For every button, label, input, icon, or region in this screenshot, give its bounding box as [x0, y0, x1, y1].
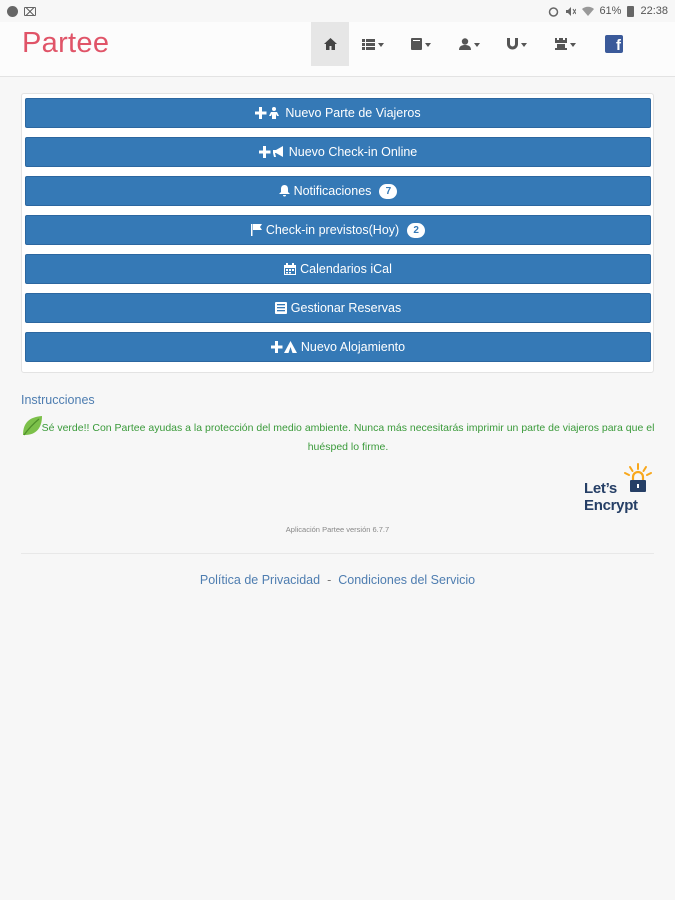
instructions-title[interactable]: Instrucciones	[21, 393, 95, 407]
home-icon	[324, 38, 337, 50]
expected-checkins-count-badge: 2	[407, 223, 425, 238]
navbar	[0, 22, 675, 77]
actions-panel	[21, 93, 654, 373]
nav-list-dropdown[interactable]	[349, 22, 397, 66]
flag-icon	[251, 224, 262, 236]
chevron-down-icon	[378, 43, 384, 47]
list-icon	[362, 39, 375, 50]
letsencrypt-logo	[584, 462, 656, 516]
list-alt-icon	[275, 302, 287, 314]
mail-icon	[24, 7, 36, 16]
button-label: Nuevo Check-in Online	[288, 145, 418, 159]
brand-logo[interactable]: Partee	[22, 27, 110, 59]
wifi-icon	[582, 6, 593, 17]
nav-menu	[311, 22, 639, 66]
button-label: Calendarios iCal	[300, 262, 392, 276]
plus-bullhorn-icon	[259, 146, 285, 158]
status-bar	[0, 0, 675, 22]
calendar-icon	[284, 263, 296, 275]
nav-tower-dropdown[interactable]	[541, 22, 589, 66]
app-version: Aplicación Partee versión 6.7.7	[285, 525, 390, 534]
chevron-down-icon	[425, 43, 431, 47]
plus-tent-icon	[271, 341, 297, 353]
ical-calendars-button[interactable]	[25, 254, 651, 284]
mute-icon	[565, 6, 576, 17]
notifications-count-badge: 7	[379, 184, 397, 199]
new-traveler-report-button[interactable]	[25, 98, 651, 128]
magnet-icon	[507, 38, 518, 50]
clock: 22:38	[640, 5, 668, 17]
footer	[0, 573, 675, 587]
battery-icon	[627, 6, 634, 17]
manage-reservations-button[interactable]	[25, 293, 651, 323]
letsencrypt-text	[584, 480, 638, 514]
terms-of-service-link[interactable]: Condiciones del Servicio	[338, 573, 476, 587]
eco-message: Sé verde!! Con Partee ayudas a la protección del medio ambiente. Nunca más necesitarás imprimir un parte de viajeros para que el huésped lo firme.	[41, 422, 655, 453]
nav-book-dropdown[interactable]	[397, 22, 445, 66]
nav-user-dropdown[interactable]	[445, 22, 493, 66]
facebook-icon: f	[605, 35, 623, 53]
bell-icon	[279, 185, 290, 197]
plus-user-icon	[255, 107, 281, 119]
chevron-down-icon	[570, 43, 576, 47]
letsencrypt-line2: Encrypt	[584, 497, 638, 514]
alarm-icon	[548, 6, 559, 17]
book-icon	[411, 38, 422, 50]
new-online-checkin-button[interactable]	[25, 137, 651, 167]
new-accommodation-button[interactable]	[25, 332, 651, 362]
nav-magnet-dropdown[interactable]	[493, 22, 541, 66]
button-label: Check-in previstos(Hoy)	[265, 223, 400, 237]
button-label: Nuevo Parte de Viajeros	[285, 106, 421, 120]
letsencrypt-line1: Let’s	[584, 480, 617, 497]
notifications-button[interactable]	[25, 176, 651, 206]
expected-checkins-button[interactable]	[25, 215, 651, 245]
user-icon	[459, 38, 471, 50]
button-label: Notificaciones	[293, 184, 372, 198]
chevron-down-icon	[474, 43, 480, 47]
nav-home[interactable]	[311, 22, 349, 66]
divider	[21, 553, 654, 554]
battery-percent: 61%	[599, 5, 622, 17]
footer-separator: -	[327, 573, 332, 587]
nav-facebook[interactable]	[589, 22, 639, 66]
sync-icon	[7, 6, 18, 17]
tower-icon	[555, 38, 567, 50]
chevron-down-icon	[521, 43, 527, 47]
button-label: Gestionar Reservas	[290, 301, 402, 315]
privacy-policy-link[interactable]: Política de Privacidad	[199, 573, 321, 587]
button-label: Nuevo Alojamiento	[300, 340, 406, 354]
